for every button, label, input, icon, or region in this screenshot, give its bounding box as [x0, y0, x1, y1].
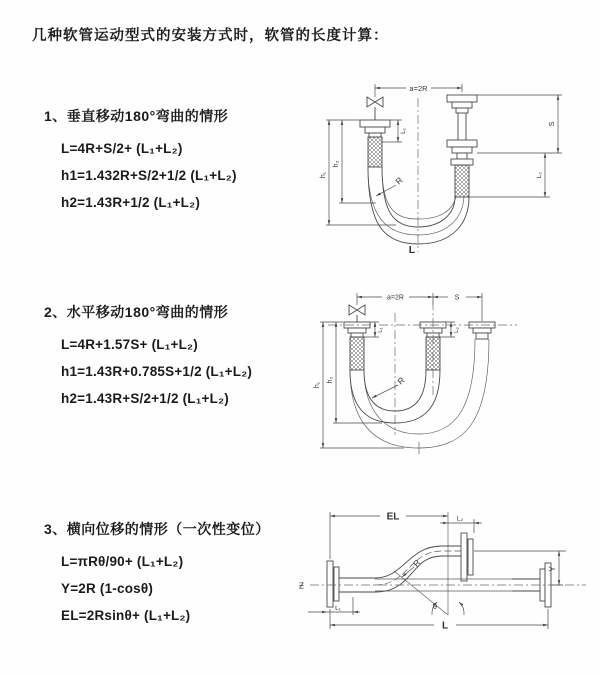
middle-hose-fitting: [420, 322, 446, 370]
diagram-lateral-displacement: [296, 503, 592, 637]
formula-line: h2=1.43R+S/2+1/2 (L₁+L₂): [61, 391, 229, 406]
hose-u-curves: [368, 167, 469, 244]
radius-label: R: [410, 557, 423, 569]
dim-label-l2: L₂: [456, 515, 464, 523]
formula-line: L=πRθ/90+ (L₁+L₂): [61, 554, 184, 569]
radius-label: R: [395, 374, 407, 387]
diagram-vertical-180-bend: [312, 72, 584, 262]
hose-u-curves: [350, 339, 489, 448]
formula-line: h1=1.432R+S/2+1/2 (L₁+L₂): [61, 168, 237, 183]
dim-label-el: EL: [386, 511, 400, 523]
formula-line: EL=2Rsinθ+ (L₁+L₂): [61, 608, 191, 623]
diagram-horizontal-180-bend: [312, 285, 584, 463]
section-1-formulas: [44, 135, 314, 216]
formula-line: h2=1.43R+1/2 (L₁+L₂): [61, 195, 201, 210]
dim-label-h2: h₂: [333, 160, 340, 168]
displaced-end-flange: [461, 533, 473, 581]
section-3-formulas: [44, 548, 314, 629]
dim-label-l2: L₂: [536, 171, 543, 179]
right-hose-fitting: [469, 322, 495, 339]
section-horizontal-movement: [44, 302, 314, 412]
section-2-formulas: [44, 331, 314, 412]
dim-label-y: Y: [548, 566, 557, 572]
length-label: L: [441, 620, 449, 632]
dim-label-l1: L₁: [400, 128, 407, 134]
left-hose-fitting: [344, 322, 370, 370]
left-flange: [327, 561, 375, 607]
formula-line: Y=2R (1-cosθ): [61, 581, 154, 596]
dim-label-l1: L₁: [378, 327, 384, 333]
valve-icon: [349, 305, 365, 322]
dim-label-h1: h₁: [320, 171, 327, 179]
angle-label: θ: [432, 602, 438, 611]
right-hose-fitting: [447, 95, 477, 197]
section-vertical-movement: [44, 106, 314, 216]
dim-label-width: a=2R: [387, 294, 404, 302]
dim-label-s: S: [547, 121, 556, 127]
dim-label-h1: h₁: [314, 381, 321, 389]
radius-label: R: [393, 175, 405, 187]
angle-construction: [394, 571, 464, 615]
centerline-symbol: Ƶ: [299, 581, 304, 591]
dim-label-width: a=2R: [409, 83, 428, 93]
dim-label-l2: L₂: [454, 327, 460, 333]
dim-label-s: S: [454, 294, 460, 302]
section-2-heading: 2、水平移动180°弯曲的情形: [44, 304, 229, 320]
valve-icon: [367, 97, 383, 120]
length-label: L: [408, 244, 416, 256]
formula-line: h1=1.43R+0.785S+1/2 (L₁+L₂): [61, 364, 253, 379]
dim-label-l1: L₁: [335, 605, 341, 612]
section-1-heading: 1、垂直移动180°弯曲的情形: [44, 108, 229, 124]
formula-line: L=4R+1.57S+ (L₁+L₂): [61, 337, 198, 352]
left-hose-fitting: [360, 120, 390, 167]
formula-line: L=4R+S/2+ (L₁+L₂): [61, 141, 183, 156]
dim-label-h2: h₂: [327, 376, 334, 384]
page-title: 几种软管运动型式的安装方式时，软管的长度计算：: [32, 28, 389, 44]
section-lateral-displacement: [44, 519, 314, 629]
section-3-heading: 3、横向位移的情形（一次性变位）: [44, 521, 270, 537]
